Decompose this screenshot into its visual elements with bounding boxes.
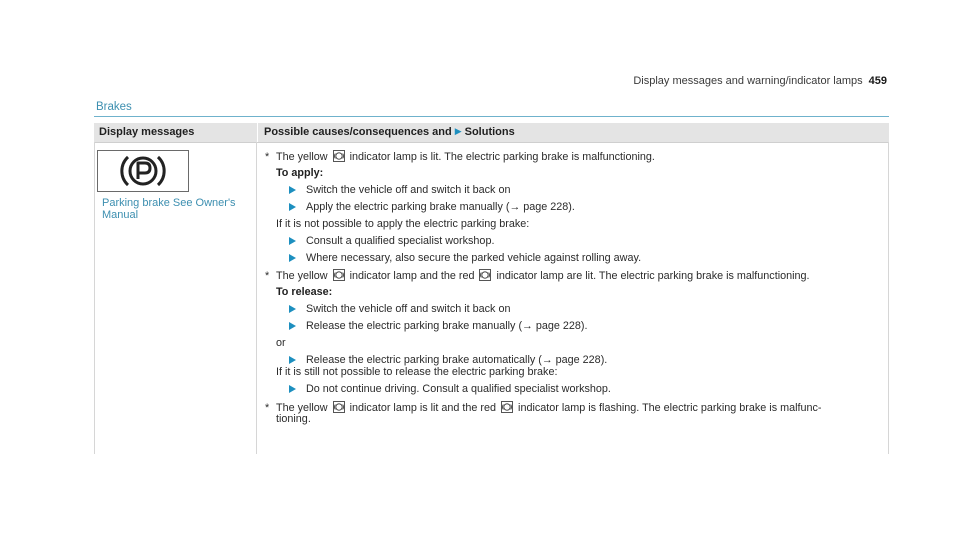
- cause-item-3: [265, 401, 822, 415]
- message-parking-brake-link[interactable]: Parking brake See Owner's Manual: [102, 197, 236, 221]
- solution-step: [289, 252, 641, 265]
- parking-brake-glyph-icon: [333, 401, 345, 413]
- to-release-heading: To release:: [276, 286, 333, 298]
- section-label: Brakes: [96, 101, 132, 113]
- solution-step: [289, 201, 575, 214]
- text: Do not continue driving. Consult a qualified specialist workshop.: [306, 383, 611, 395]
- text: Switch the vehicle off and switch it back on: [306, 303, 511, 315]
- cause-item-1: [265, 150, 655, 164]
- column-divider: [256, 142, 257, 454]
- footnote-star: *: [265, 151, 270, 163]
- to-apply-heading: To apply:: [276, 167, 324, 179]
- action-arrow-icon: [289, 322, 296, 330]
- parking-brake-glyph-icon: [333, 269, 345, 281]
- text: indicator lamp is lit and the red: [349, 402, 497, 414]
- parking-brake-icon: [97, 150, 189, 192]
- table-right-border: [888, 142, 889, 454]
- page-link[interactable]: page 228).: [555, 354, 608, 366]
- solution-step: [289, 320, 587, 333]
- row-border: [94, 142, 889, 143]
- header-title: Display messages and warning/indicator lamps: [633, 75, 863, 87]
- col2-header-solutions: Solutions: [464, 126, 515, 138]
- cause-item-3-continued: tioning.: [276, 413, 311, 425]
- section-rule: [94, 116, 889, 117]
- text: Consult a qualified specialist workshop.: [306, 235, 495, 247]
- action-arrow-icon: [289, 186, 296, 194]
- solution-step: [289, 354, 607, 367]
- parking-brake-glyph-icon: [501, 401, 513, 413]
- action-arrow-icon: [289, 203, 296, 211]
- solution-step: [289, 303, 510, 316]
- cross-reference-arrow-icon: →: [541, 354, 553, 366]
- condition-text: If it is still not possible to release the electric parking brake:: [276, 366, 558, 378]
- text: indicator lamp is lit. The electric parking brake is malfunctioning.: [349, 151, 655, 163]
- action-arrow-icon: [289, 305, 296, 313]
- or-text: or: [276, 337, 286, 349]
- parking-brake-glyph-icon: [333, 150, 345, 162]
- parking-brake-glyph-icon: [479, 269, 491, 281]
- header-divider: [257, 123, 258, 142]
- action-arrow-icon: [289, 254, 296, 262]
- text: Switch the vehicle off and switch it back on: [306, 184, 511, 196]
- text: Where necessary, also secure the parked vehicle against rolling away.: [306, 252, 642, 264]
- solution-arrow-icon: ▶: [454, 126, 462, 136]
- cross-reference-arrow-icon: →: [509, 201, 521, 213]
- col2-header-text: Possible causes/consequences and: [264, 126, 452, 138]
- text: Release the electric parking brake manually (: [306, 320, 523, 332]
- cause-item-2: [265, 269, 810, 283]
- text: The yellow: [276, 270, 328, 282]
- action-arrow-icon: [289, 385, 296, 393]
- text: indicator lamp are lit. The electric parking brake is malfunctioning.: [496, 270, 810, 282]
- text: Apply the electric parking brake manually (: [306, 201, 510, 213]
- solution-step: [289, 184, 510, 197]
- condition-text: If it is not possible to apply the electric parking brake:: [276, 218, 530, 230]
- table-header: [94, 123, 889, 142]
- text: The yellow: [276, 402, 328, 414]
- action-arrow-icon: [289, 356, 296, 364]
- text: indicator lamp and the red: [349, 270, 475, 282]
- text: indicator lamp is flashing. The electric parking brake is malfunc-: [518, 402, 822, 414]
- page-header: [633, 75, 887, 87]
- footnote-star: *: [265, 402, 270, 414]
- text: The yellow: [276, 151, 328, 163]
- table-left-border: [94, 142, 95, 454]
- footnote-star: *: [265, 270, 270, 282]
- page-number: 459: [868, 75, 887, 87]
- solution-step: [289, 235, 494, 248]
- page-link[interactable]: page 228).: [535, 320, 588, 332]
- action-arrow-icon: [289, 237, 296, 245]
- cross-reference-arrow-icon: →: [522, 320, 533, 332]
- solution-step: [289, 383, 611, 396]
- col-header-causes-solutions: [264, 126, 515, 138]
- col-header-display-messages: Display messages: [99, 126, 195, 138]
- text: Release the electric parking brake automatically (: [306, 354, 542, 366]
- page-link[interactable]: page 228).: [523, 201, 575, 213]
